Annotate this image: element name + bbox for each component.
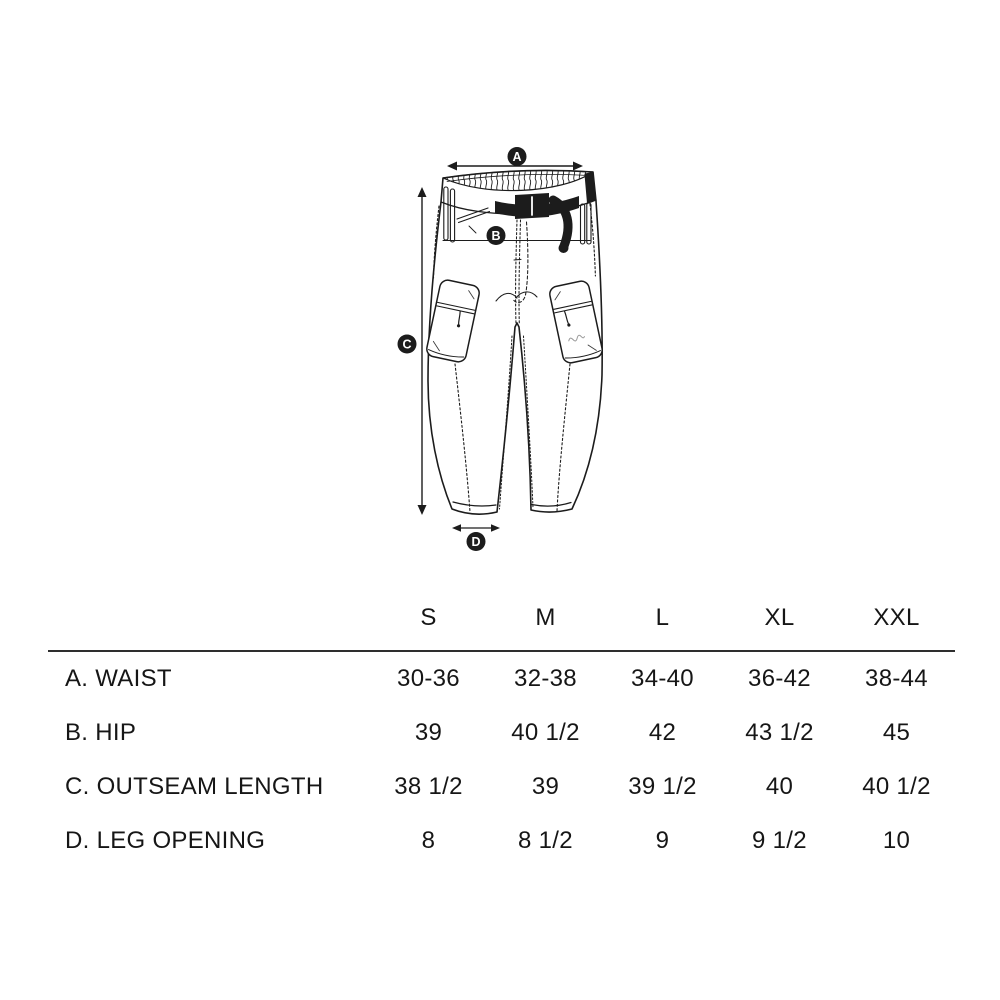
leg-opening-value-xl: 9 1/2: [752, 827, 807, 854]
hip-value-l: 42: [648, 719, 677, 746]
leg-opening-value-xxl: 10: [882, 827, 911, 854]
waist-value-l: 34-40: [631, 665, 694, 692]
size-header-xl: XL: [721, 586, 838, 652]
measure-d-badge-icon: [467, 532, 486, 551]
outseam-value-xxl: 40 1/2: [862, 773, 931, 800]
measure-d-letter: D: [471, 535, 481, 549]
size-header-m: M: [487, 586, 604, 652]
measure-c-letter: C: [402, 337, 412, 352]
size-header-l: L: [604, 586, 721, 652]
waist-value-xxl: 38-44: [865, 665, 928, 692]
table-corner-cell: [48, 586, 370, 652]
pants-technical-drawing: [390, 140, 630, 575]
hip-value-m: 40 1/2: [511, 719, 580, 746]
measure-a-letter: A: [512, 150, 522, 164]
hip-value-s: 39: [414, 719, 443, 746]
waist-value-s: 30-36: [397, 665, 460, 692]
measure-b-badge-icon: [487, 226, 506, 245]
hip-value-xl: 43 1/2: [745, 719, 814, 746]
measure-c-badge-icon: [398, 335, 417, 354]
waist-value-m: 32-38: [514, 665, 577, 692]
row-label-leg-opening: D. LEG OPENING: [65, 827, 266, 854]
leg-opening-value-l: 9: [655, 827, 670, 854]
belt-strap-tip: [559, 243, 569, 253]
right-side-tab: [585, 173, 596, 203]
outseam-value-l: 39 1/2: [628, 773, 697, 800]
measure-arrow-d: [452, 524, 500, 532]
leg-opening-value-s: 8: [421, 827, 436, 854]
measure-b-letter: B: [491, 229, 501, 243]
leg-opening-value-m: 8 1/2: [518, 827, 573, 854]
measure-arrow-c: [418, 187, 427, 515]
outseam-value-s: 38 1/2: [394, 773, 463, 800]
size-header-xxl: XXL: [838, 586, 955, 652]
row-label-waist: A. WAIST: [65, 665, 172, 692]
row-label-outseam: C. OUTSEAM LENGTH: [65, 773, 324, 800]
hip-value-xxl: 45: [882, 719, 911, 746]
size-table: [48, 586, 955, 868]
waist-value-xl: 36-42: [748, 665, 811, 692]
outseam-value-m: 39: [531, 773, 560, 800]
size-header-s: S: [370, 586, 487, 652]
outseam-value-xl: 40: [765, 773, 794, 800]
measure-a-badge-icon: [508, 147, 527, 166]
row-label-hip: B. HIP: [65, 719, 137, 746]
